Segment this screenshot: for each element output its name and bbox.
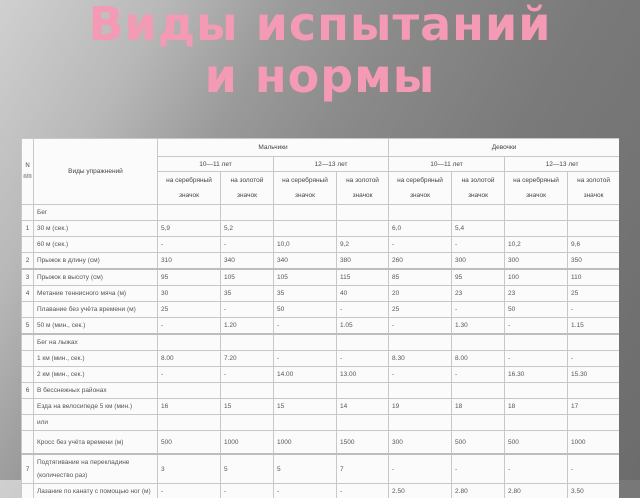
norm-value: 16 [158,399,221,415]
norm-value [568,205,619,221]
norm-value: - [274,351,337,367]
norm-value: 25 [389,302,452,318]
table-row [22,237,620,253]
table-row [22,431,620,455]
row-number: 2 [22,253,34,270]
exercise-name: 1 км (мин., сек.) [34,351,158,367]
table-row [22,221,620,237]
exercise-name: Подтягивание на перекладине (количество раз) [34,454,158,484]
row-number [22,431,34,455]
norm-value: 40 [337,286,389,302]
norm-value: - [452,367,505,383]
exercise-name: 2 км (мин., сек.) [34,367,158,383]
norm-value [337,221,389,237]
norm-value: 300 [452,253,505,270]
slide-title [0,0,640,102]
norm-value: 18 [505,399,568,415]
row-number: 7 [22,454,34,484]
norm-value: - [505,454,568,484]
norm-value: 2.50 [389,484,452,498]
header-gold: на золотой значок [452,172,505,205]
norm-value: 260 [389,253,452,270]
norm-value [158,334,221,351]
norms-table-container [21,138,619,498]
norm-value [505,415,568,431]
norm-value: 50 [505,302,568,318]
row-number [22,334,34,351]
header-girls: Девочки [389,139,619,157]
norm-value: 3.50 [568,484,619,498]
norm-value: 8.30 [389,351,452,367]
row-number [22,205,34,221]
norm-value: - [158,484,221,498]
norm-value [274,415,337,431]
norm-value: - [568,351,619,367]
row-number [22,367,34,383]
norm-value [337,415,389,431]
norm-value: 35 [274,286,337,302]
table-row [22,415,620,431]
norm-value: 25 [158,302,221,318]
norm-value: 14.00 [274,367,337,383]
norm-value: 115 [337,269,389,286]
norm-value: - [568,302,619,318]
row-number [22,399,34,415]
norm-value: 5,2 [221,221,274,237]
title-line-2: и нормы [0,50,640,102]
norm-value: 95 [158,269,221,286]
norm-value: 85 [389,269,452,286]
norm-value [452,205,505,221]
exercise-name: Бег на лыжах [34,334,158,351]
norm-value: - [158,318,221,335]
norm-value [452,383,505,399]
table-row [22,286,620,302]
norm-value: 1.30 [452,318,505,335]
norm-value [221,205,274,221]
norm-value: 23 [505,286,568,302]
norm-value: 100 [505,269,568,286]
norm-value: 500 [505,431,568,455]
header-gold: на золотой значок [221,172,274,205]
exercise-name: Плавание без учёта времени (м) [34,302,158,318]
norm-value: 5,9 [158,221,221,237]
norm-value: 380 [337,253,389,270]
norm-value: - [452,302,505,318]
norm-value [452,334,505,351]
norm-value: 9,2 [337,237,389,253]
table-row [22,484,620,498]
norm-value [158,415,221,431]
norm-value: 35 [221,286,274,302]
exercise-name: В бесснежных районах [34,383,158,399]
norm-value [505,334,568,351]
norm-value: 7.20 [221,351,274,367]
norm-value: 110 [568,269,619,286]
norm-value [274,205,337,221]
row-number [22,351,34,367]
table-row [22,367,620,383]
norm-value [568,415,619,431]
norm-value: 300 [505,253,568,270]
norm-value: - [221,367,274,383]
norm-value: - [337,302,389,318]
table-row [22,205,620,221]
norm-value: 8.00 [158,351,221,367]
norm-value: - [505,351,568,367]
norm-value: 14 [337,399,389,415]
norm-value: - [158,237,221,253]
header-exercise: Виды упражнений [34,139,158,205]
norm-value: 1000 [274,431,337,455]
norm-value [274,334,337,351]
norm-value [389,334,452,351]
table-row [22,302,620,318]
norm-value [337,205,389,221]
header-silver: на серебряный значок [158,172,221,205]
norm-value: 2.80 [505,484,568,498]
norm-value: - [505,318,568,335]
norm-value: 3 [158,454,221,484]
header-girls-12-13: 12—13 лет [505,157,619,172]
norm-value [158,383,221,399]
norm-value: - [389,367,452,383]
row-number: 4 [22,286,34,302]
table-row [22,334,620,351]
norm-value [389,205,452,221]
norm-value: 15 [274,399,337,415]
exercise-name: или [34,415,158,431]
norm-value: 1500 [337,431,389,455]
norm-value [568,383,619,399]
norm-value: 6,0 [389,221,452,237]
norm-value: 16.30 [505,367,568,383]
norm-value [274,383,337,399]
norm-value: 5,4 [452,221,505,237]
norm-value: 105 [221,269,274,286]
table-row [22,399,620,415]
header-gold: на золотой значок [568,172,619,205]
exercise-name: Кросс без учёта времени (м) [34,431,158,455]
norm-value: - [221,237,274,253]
row-number [22,237,34,253]
norm-value: 9,6 [568,237,619,253]
norm-value [505,205,568,221]
norm-value [221,383,274,399]
norm-value [568,221,619,237]
row-number [22,484,34,498]
row-number: 5 [22,318,34,335]
norm-value: 105 [274,269,337,286]
norm-value [452,415,505,431]
norm-value: - [568,454,619,484]
norm-value: - [158,367,221,383]
norm-value [389,415,452,431]
norm-value: 7 [337,454,389,484]
norm-value [505,383,568,399]
norm-value: 17 [568,399,619,415]
norm-value: - [337,351,389,367]
norm-value: 1000 [568,431,619,455]
norm-value: 5 [221,454,274,484]
norm-value: 310 [158,253,221,270]
norm-value: 1.05 [337,318,389,335]
norm-value [505,221,568,237]
norm-value: 500 [158,431,221,455]
norm-value [221,334,274,351]
header-silver: на серебряный значок [505,172,568,205]
norm-value [337,334,389,351]
table-row [22,454,620,484]
norm-value: - [274,318,337,335]
norm-value [158,205,221,221]
norm-value: 30 [158,286,221,302]
norm-value [337,383,389,399]
row-number: 1 [22,221,34,237]
norm-value [221,415,274,431]
norm-value: 2.80 [452,484,505,498]
norm-value: - [389,454,452,484]
row-number [22,415,34,431]
norm-value: - [221,302,274,318]
norm-value: 13.00 [337,367,389,383]
exercise-name: 50 м (мин., сек.) [34,318,158,335]
norm-value: 300 [389,431,452,455]
norm-value: 5 [274,454,337,484]
norms-table [21,138,619,498]
table-row [22,269,620,286]
norm-value: 1000 [221,431,274,455]
exercise-name: Прыжок в длину (см) [34,253,158,270]
exercise-name: 60 м (сек.) [34,237,158,253]
norm-value: 10,0 [274,237,337,253]
norm-value: 1.20 [221,318,274,335]
row-number [22,302,34,318]
norm-value: - [389,318,452,335]
exercise-name: Прыжок в высоту (см) [34,269,158,286]
table-row [22,383,620,399]
norm-value: 23 [452,286,505,302]
exercise-name: Бег [34,205,158,221]
norm-value: 340 [274,253,337,270]
norm-value: 19 [389,399,452,415]
norm-value: - [452,454,505,484]
norm-value: 1.15 [568,318,619,335]
norm-value: - [452,237,505,253]
norm-value [389,383,452,399]
row-number: 3 [22,269,34,286]
norm-value: 500 [452,431,505,455]
norm-value: 25 [568,286,619,302]
header-boys: Мальчики [158,139,389,157]
norm-value: 95 [452,269,505,286]
norm-value: 50 [274,302,337,318]
table-row [22,253,620,270]
norm-value: - [274,484,337,498]
norm-value [274,221,337,237]
norm-value: - [337,484,389,498]
header-girls-10-11: 10—11 лет [389,157,505,172]
exercise-name: Лазание по канату с помощью ног (м) [34,484,158,498]
table-row [22,318,620,335]
norm-value: 10,2 [505,237,568,253]
norm-value: 18 [452,399,505,415]
header-num: N п/п [22,139,34,205]
norm-value: - [389,237,452,253]
header-silver: на серебряный значок [274,172,337,205]
norm-value: 15 [221,399,274,415]
row-number: 6 [22,383,34,399]
header-gold: на золотой значок [337,172,389,205]
norm-value: 340 [221,253,274,270]
exercise-name: Метание теннисного мяча (м) [34,286,158,302]
header-boys-12-13: 12—13 лет [274,157,389,172]
norm-value: 15.30 [568,367,619,383]
norm-value: 350 [568,253,619,270]
norm-value [568,334,619,351]
norm-value: - [221,484,274,498]
norm-value: 8.00 [452,351,505,367]
norm-value: 20 [389,286,452,302]
header-silver: на серебряный значок [389,172,452,205]
title-line-1: Виды испытаний [0,0,640,50]
table-row [22,351,620,367]
header-boys-10-11: 10—11 лет [158,157,274,172]
exercise-name: 30 м (сек.) [34,221,158,237]
exercise-name: Езда на велосипеде 5 км (мин.) [34,399,158,415]
